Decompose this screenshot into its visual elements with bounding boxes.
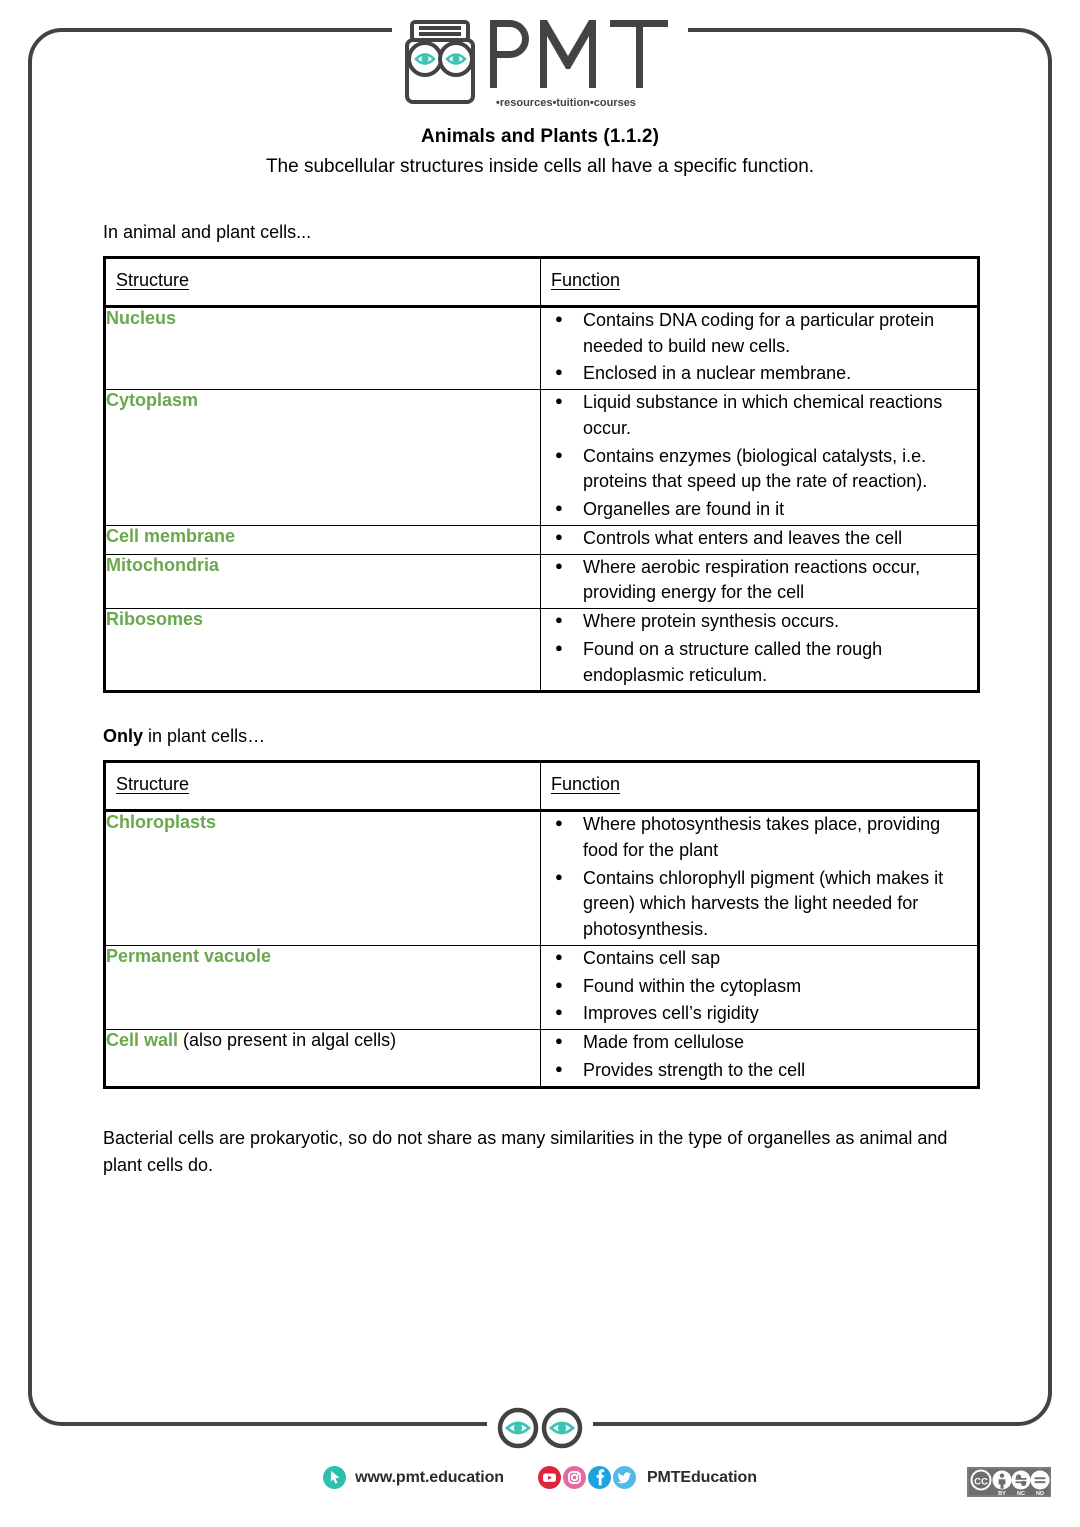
- facebook-icon[interactable]: [588, 1466, 611, 1489]
- function-list: [541, 526, 977, 552]
- footer-bar: [0, 1466, 1080, 1489]
- structure-name: Cytoplasm: [106, 390, 199, 411]
- structure-cell: [105, 554, 541, 608]
- table-row: [105, 945, 979, 1029]
- structure-cell: [105, 811, 541, 946]
- footer-glasses-icon: [0, 1404, 1080, 1450]
- cc-term-nc: NC: [1016, 1491, 1026, 1497]
- function-list: [541, 1030, 977, 1083]
- function-bullet: ● Liquid substance in which chemical reactions occur.: [541, 390, 977, 441]
- section-intro-text: in plant cells…: [143, 726, 266, 747]
- table-row: [105, 811, 979, 946]
- function-cell: [541, 525, 979, 554]
- instagram-icon[interactable]: [563, 1466, 586, 1489]
- section-intro-animal-plant: [103, 222, 977, 243]
- twitter-icon[interactable]: [613, 1466, 636, 1489]
- function-bullet: ● Provides strength to the cell: [541, 1058, 977, 1084]
- cc-term-nd: ND: [1035, 1491, 1045, 1497]
- cursor-icon: [323, 1466, 346, 1489]
- structure-cell: [105, 307, 541, 390]
- structure-name: Cell membrane: [106, 525, 236, 546]
- function-list: [541, 812, 977, 943]
- website-link[interactable]: [323, 1466, 504, 1489]
- function-list: [541, 609, 977, 688]
- column-header-structure-label: Structure: [116, 774, 190, 795]
- structure-name: Nucleus: [106, 308, 177, 328]
- table-row: [105, 390, 979, 526]
- section-spacer: [103, 693, 977, 726]
- structure-cell: [105, 390, 541, 526]
- structure-name: Ribosomes: [106, 609, 204, 630]
- structure-name: Cell wall: [106, 1030, 179, 1051]
- function-bullet: ● Made from cellulose: [541, 1030, 977, 1056]
- svg-text:•resources•tuition•courses: •resources•tuition•courses: [496, 97, 636, 109]
- page-subtitle: The subcellular structures inside cells all have a specific function.: [265, 156, 815, 177]
- function-cell: [541, 609, 979, 692]
- website-label: www.pmt.education: [355, 1468, 504, 1486]
- function-bullet: ● Contains DNA coding for a particular protein needed to build new cells.: [541, 308, 977, 359]
- closing-note: Bacterial cells are prokaryotic, so do not share as many similarities in the type of organelles as animal and plant cells do.: [103, 1127, 948, 1175]
- section-intro-text: In animal and plant cells...: [103, 222, 312, 242]
- table-body-plant-only: [105, 811, 979, 1087]
- table-row: [105, 554, 979, 608]
- structure-cell: [105, 525, 541, 554]
- function-bullet: ● Contains cell sap: [541, 946, 977, 972]
- column-header-function: [541, 762, 979, 811]
- pmt-logo-icon: [390, 14, 690, 114]
- function-list: [541, 308, 977, 387]
- table-row: [105, 525, 979, 554]
- function-bullet: ● Where photosynthesis takes place, providing food for the plant: [541, 812, 977, 863]
- table-header-row: [105, 258, 979, 307]
- column-header-function-label: Function: [551, 270, 621, 290]
- youtube-icon[interactable]: [538, 1466, 561, 1489]
- function-bullet: ● Where protein synthesis occurs.: [541, 609, 977, 635]
- function-list: [541, 946, 977, 1027]
- structure-cell: [105, 945, 541, 1029]
- structure-name: Permanent vacuole: [106, 945, 272, 966]
- table-row: [105, 307, 979, 390]
- social-handle-label: PMTEducation: [646, 1468, 757, 1486]
- table-animal-and-plant-cells: [103, 256, 980, 693]
- function-list: [541, 555, 977, 606]
- function-bullet: ● Controls what enters and leaves the cell: [541, 526, 977, 552]
- pmt-logo: [0, 14, 1080, 114]
- cc-term-by: BY: [998, 1491, 1006, 1497]
- glasses-icon: [485, 1404, 595, 1450]
- table-plant-cells-only: [103, 760, 980, 1088]
- social-links: [538, 1466, 757, 1489]
- function-bullet: ● Contains enzymes (biological catalysts, i.e. proteins that speed up the rate of reaction).: [541, 444, 977, 495]
- column-header-structure: [105, 762, 541, 811]
- function-cell: [541, 945, 979, 1029]
- table-body-animal-plant: [105, 307, 979, 692]
- column-header-structure-label: Structure: [116, 270, 190, 290]
- table-row: [105, 1030, 979, 1087]
- function-cell: [541, 307, 979, 390]
- function-bullet: ● Found within the cytoplasm: [541, 974, 977, 1000]
- function-cell: [541, 390, 979, 526]
- structure-name: Chloroplasts: [106, 812, 217, 833]
- function-bullet: ● Improves cell’s rigidity: [541, 1001, 977, 1027]
- function-bullet: ● Found on a structure called the rough endoplasmic reticulum.: [541, 637, 977, 688]
- structure-cell: [105, 1030, 541, 1087]
- function-bullet: ● Organelles are found in it: [541, 497, 977, 523]
- function-cell: [541, 554, 979, 608]
- function-list: [541, 390, 977, 523]
- structure-name: Mitochondria: [106, 554, 219, 575]
- creative-commons-icon: [967, 1467, 1051, 1497]
- function-cell: [541, 1030, 979, 1087]
- column-header-structure: [105, 258, 541, 307]
- function-bullet: ● Where aerobic respiration reactions occur, providing energy for the cell: [541, 555, 977, 606]
- column-header-function: [541, 258, 979, 307]
- document-content: [103, 126, 977, 1179]
- function-cell: [541, 811, 979, 946]
- cc-by-nc-nd-badge: [967, 1467, 1051, 1502]
- section-intro-plant-only: [103, 726, 977, 747]
- structure-cell: [105, 609, 541, 692]
- table-row: [105, 609, 979, 692]
- svg-text:CC: CC: [974, 1476, 988, 1488]
- function-bullet: ● Enclosed in a nuclear membrane.: [541, 361, 977, 387]
- function-bullet: ● Contains chlorophyll pigment (which makes it green) which harvests the light needed for photosynthesis.: [541, 866, 977, 943]
- table-header-row: [105, 762, 979, 811]
- section-intro-bold: Only: [103, 726, 144, 747]
- structure-note: (also present in algal cells): [178, 1030, 397, 1051]
- page-title: Animals and Plants (1.1.2): [420, 126, 660, 147]
- column-header-function-label: Function: [551, 774, 621, 795]
